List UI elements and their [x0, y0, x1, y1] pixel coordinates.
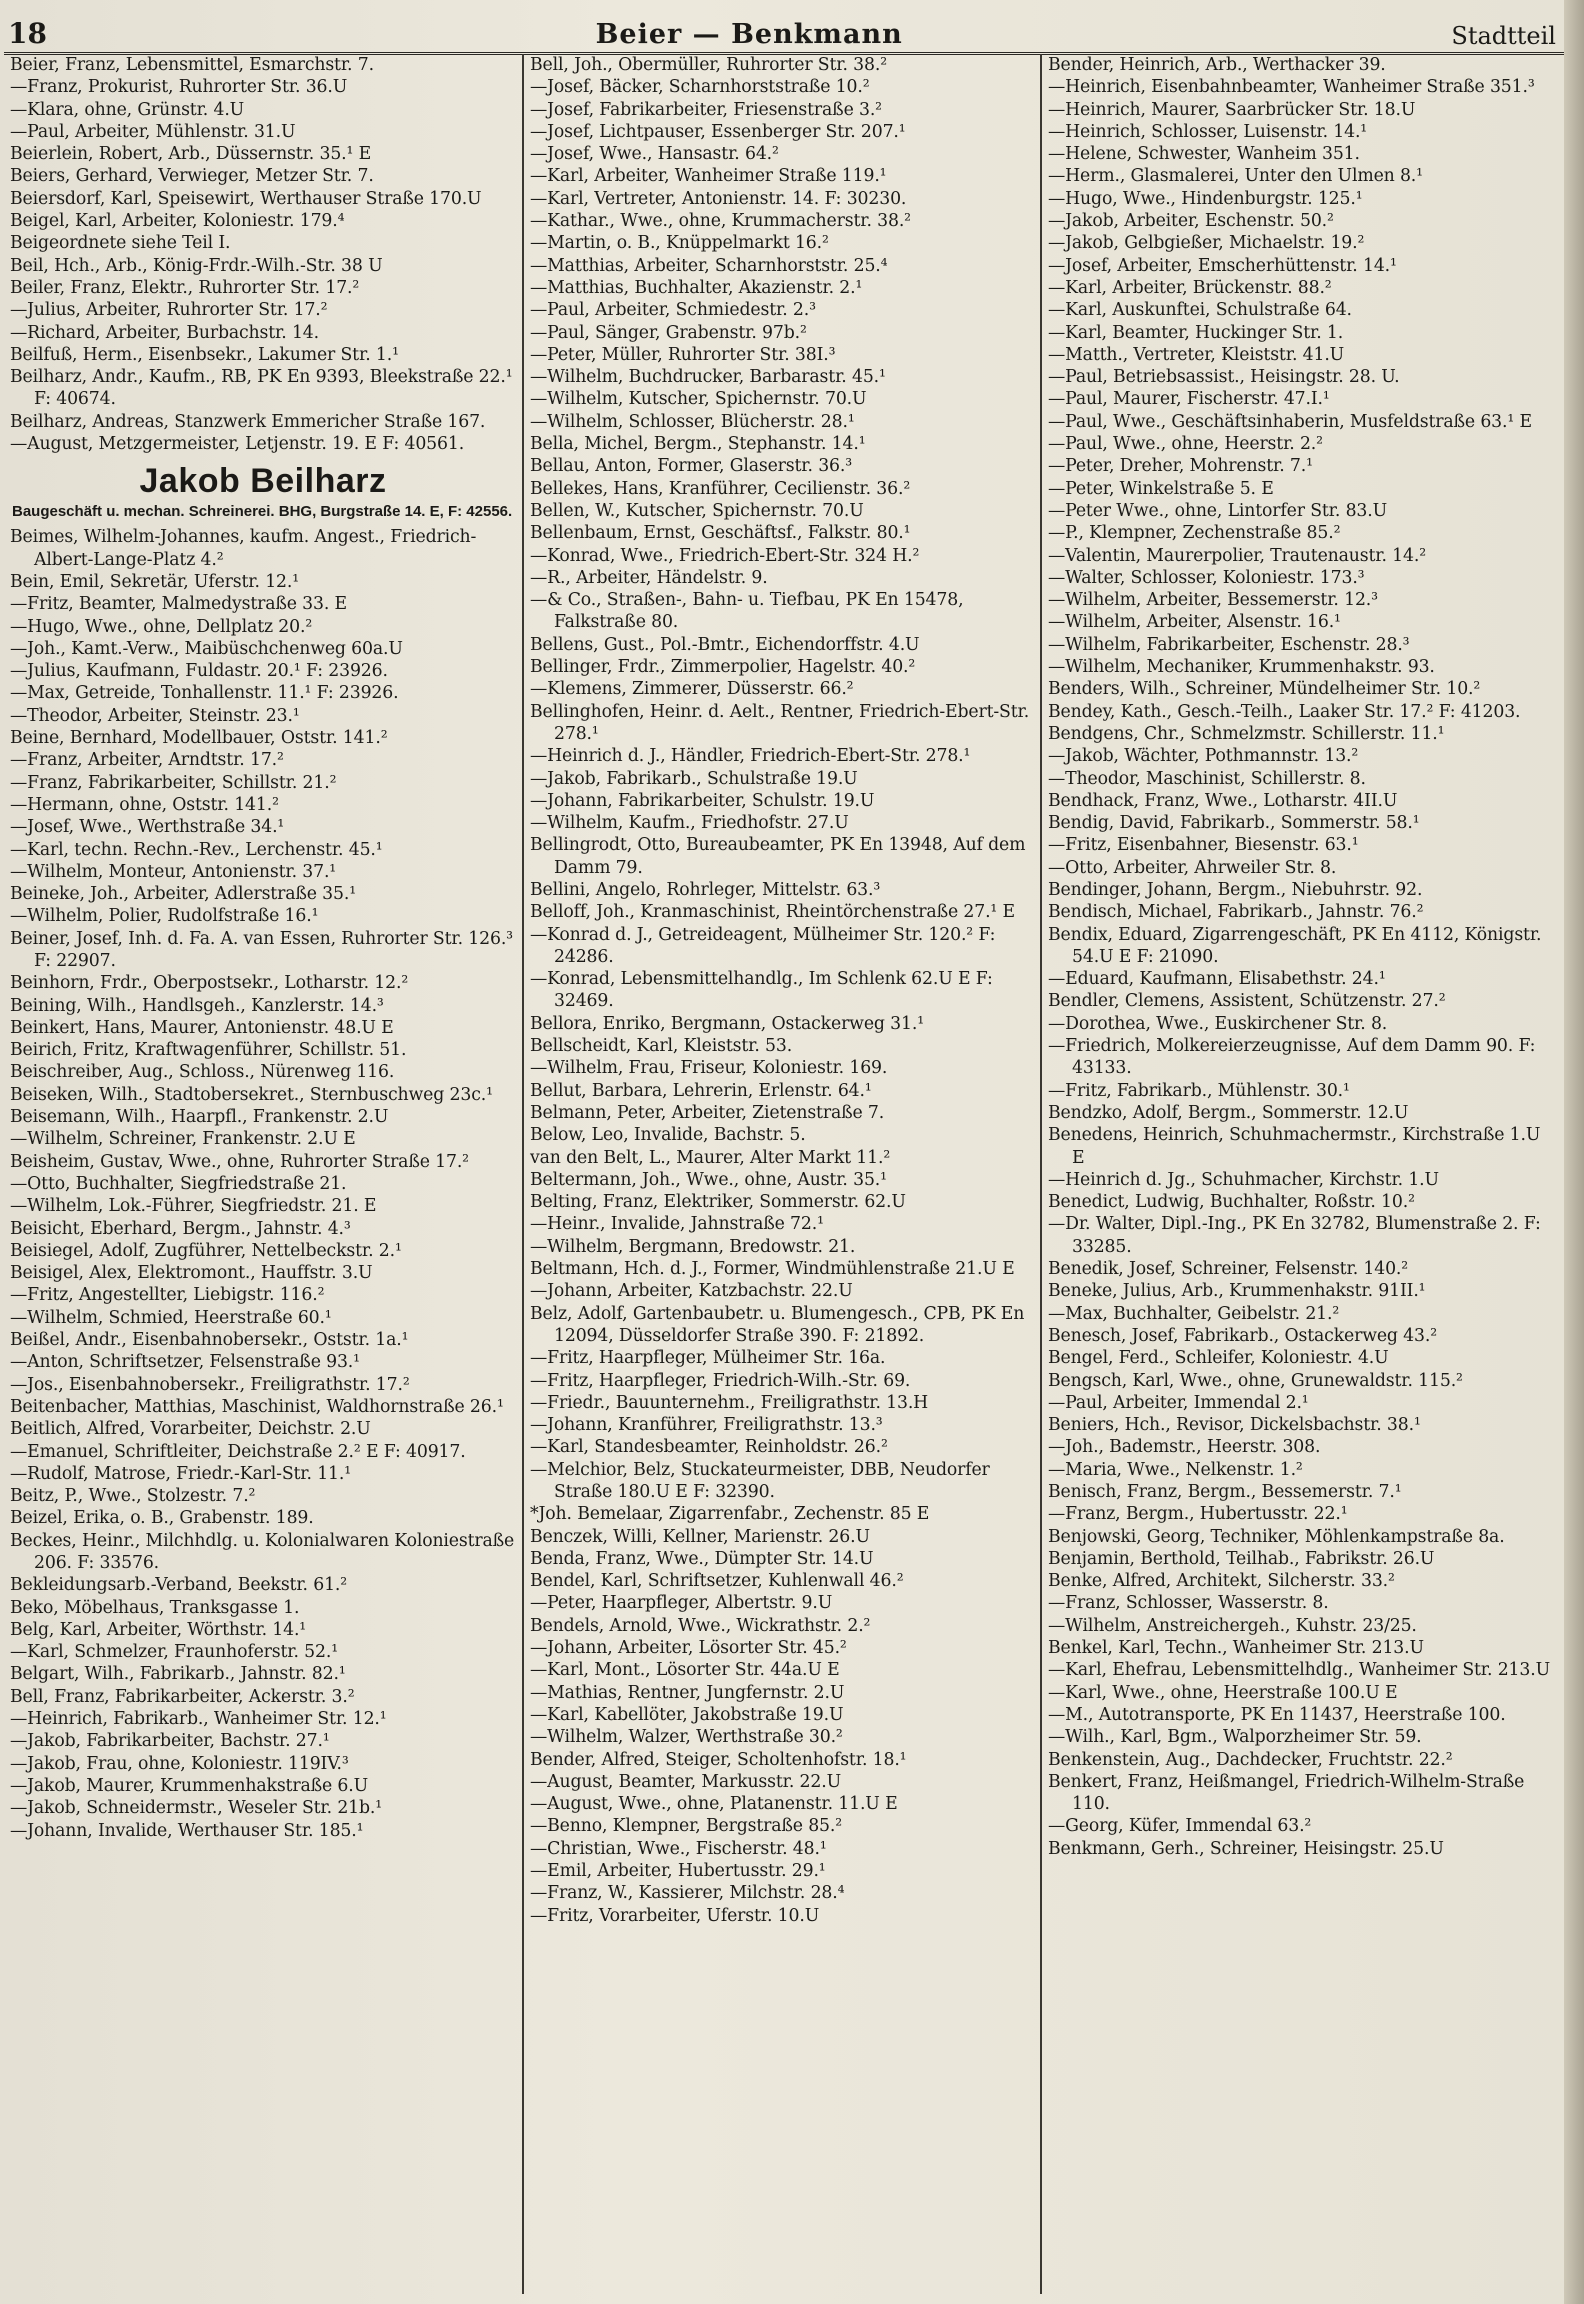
directory-entry: —Richard, Arbeiter, Burbachstr. 14. [10, 322, 319, 343]
directory-entry: —Heinrich, Eisenbahnbeamter, Wanheimer Straße 351.³ [1048, 77, 1535, 98]
directory-entry: —Wilhelm, Mechaniker, Krummenhakstr. 93. [1048, 657, 1435, 678]
directory-entry: Bendel, Karl, Schriftsetzer, Kuhlenwall 46.² [530, 1571, 904, 1592]
directory-entry: Beko, Möbelhaus, Tranksgasse 1. [10, 1597, 300, 1618]
directory-entry: Beischreiber, Aug., Schloss., Nürenweg 116. [10, 1062, 395, 1083]
directory-entry: Benda, Franz, Wwe., Dümpter Str. 14.U [530, 1548, 874, 1569]
directory-entry: —Jakob, Gelbgießer, Michaelstr. 19.² [1048, 233, 1365, 254]
directory-entry: —August, Wwe., ohne, Platanenstr. 11.U E [530, 1794, 898, 1815]
directory-columns [4, 54, 1560, 2294]
directory-entry: —Josef, Bäcker, Scharnhorststraße 10.² [530, 77, 870, 98]
directory-entry: Beier, Franz, Lebensmittel, Esmarchstr. 7. [10, 55, 374, 75]
directory-entry: Benedens, Heinrich, Schuhmachermstr., Kirchstraße 1.U E [1048, 1125, 1541, 1168]
directory-entry: Benders, Wilh., Schreiner, Mündelheimer Str. 10.² [1048, 679, 1481, 700]
directory-entry: —Karl, Vertreter, Antonienstr. 14. F: 30230. [530, 188, 907, 209]
directory-entry: —Karl, Beamter, Huckinger Str. 1. [1048, 322, 1344, 343]
directory-entry: Benke, Alfred, Architekt, Silcherstr. 33.² [1048, 1571, 1395, 1592]
directory-entry: Bell, Joh., Obermüller, Ruhrorter Str. 38.² [530, 55, 887, 75]
directory-entry: —Franz, Arbeiter, Arndtstr. 17.² [10, 750, 284, 771]
directory-entry: Beitenbacher, Matthias, Maschinist, Waldhornstraße 26.¹ [10, 1396, 504, 1417]
directory-entry: —Melchior, Belz, Stuckateurmeister, DBB, Neudorfer Straße 180.U E F: 32390. [530, 1459, 990, 1502]
directory-entry: —Karl, Wwe., ohne, Heerstraße 100.U E [1048, 1682, 1398, 1703]
directory-entry: —M., Autotransporte, PK En 11437, Heerstraße 100. [1048, 1704, 1506, 1725]
directory-entry: —Fritz, Angestellter, Liebigstr. 116.² [10, 1285, 325, 1306]
directory-entry: Beining, Wilh., Handlsgeh., Kanzlerstr. 14.³ [10, 995, 384, 1016]
directory-entry: Bendhack, Franz, Wwe., Lotharstr. 4II.U [1048, 790, 1398, 811]
directory-entry: —Josef, Arbeiter, Emscherhüttenstr. 14.¹ [1048, 255, 1397, 276]
directory-entry: —Friedrich, Molkereierzeugnisse, Auf dem Damm 90. F: 43133. [1048, 1036, 1536, 1079]
directory-entry: —Friedr., Bauunternehm., Freiligrathstr. 13.H [530, 1392, 929, 1413]
directory-entry: Benkert, Franz, Heißmangel, Friedrich-Wilhelm-Straße 110. [1048, 1771, 1525, 1815]
directory-entry: —Heinrich, Schlosser, Luisenstr. 14.¹ [1048, 121, 1368, 142]
directory-entry: —Wilhelm, Walzer, Werthstraße 30.² [530, 1727, 843, 1748]
column-3 [1040, 54, 1558, 2294]
directory-entry: Bellut, Barbara, Lehrerin, Erlenstr. 64.¹ [530, 1080, 872, 1101]
directory-entry: —Rudolf, Matrose, Friedr.-Karl-Str. 11.¹ [10, 1463, 352, 1484]
directory-entry: —Anton, Schriftsetzer, Felsenstraße 93.¹ [10, 1352, 360, 1373]
directory-entry: Beilharz, Andr., Kaufm., RB, PK En 9393, Bleekstraße 22.¹ F: 40674. [10, 367, 513, 410]
directory-entry: Beckes, Heinr., Milchhdlg. u. Kolonialwaren Koloniestraße 206. F: 33576. [10, 1530, 515, 1573]
directory-entry: —Max, Getreide, Tonhallenstr. 11.¹ F: 23926. [10, 683, 399, 704]
directory-entry: Beizel, Erika, o. B., Grabenstr. 189. [10, 1508, 314, 1529]
directory-entry: —Johann, Arbeiter, Lösorter Str. 45.² [530, 1638, 847, 1659]
directory-entry: —Wilhelm, Lok.-Führer, Siegfriedstr. 21. E [10, 1196, 377, 1217]
directory-entry: —Johann, Invalide, Werthauser Str. 185.¹ [10, 1820, 364, 1841]
directory-entry: —Paul, Arbeiter, Mühlenstr. 31.U [10, 121, 296, 142]
directory-entry: —Paul, Sänger, Grabenstr. 97b.² [530, 322, 807, 343]
directory-entry: —Karl, Kabellöter, Jakobstraße 19.U [530, 1704, 844, 1725]
directory-entry: —Franz, Prokurist, Ruhrorter Str. 36.U [10, 77, 348, 98]
directory-entry: —Matthias, Buchhalter, Akazienstr. 2.¹ [530, 277, 863, 298]
directory-entry: Benesch, Josef, Fabrikarb., Ostackerweg 43.² [1048, 1325, 1437, 1346]
page-edge [1564, 0, 1584, 2304]
directory-entry: —August, Metzgermeister, Letjenstr. 19. E F: 40561. [10, 434, 465, 455]
directory-entry: Beisigel, Alex, Elektromont., Hauffstr. 3.U [10, 1263, 373, 1284]
directory-entry: Benczek, Willi, Kellner, Marienstr. 26.U [530, 1526, 870, 1547]
directory-entry: Beiersdorf, Karl, Speisewirt, Werthauser Straße 170.U [10, 188, 482, 209]
directory-entry: Beisicht, Eberhard, Bergm., Jahnstr. 4.³ [10, 1218, 351, 1239]
advertisement-text: Baugeschäft u. mechan. Schreinerei. BHG, Burgstraße 14. E, F: 42556. [12, 503, 513, 521]
directory-entry: Bekleidungsarb.-Verband, Beekstr. 61.² [10, 1575, 348, 1596]
directory-entry: Belting, Franz, Elektriker, Sommerstr. 62.U [530, 1192, 906, 1213]
directory-entry: —Christian, Wwe., Fischerstr. 48.¹ [530, 1838, 827, 1859]
directory-entry: Beniers, Hch., Revisor, Dickelsbachstr. 38.¹ [1048, 1415, 1421, 1436]
directory-entry: Beierlein, Robert, Arb., Düssernstr. 35.¹ E [10, 144, 372, 165]
directory-entry: Bendler, Clemens, Assistent, Schützenstr. 27.² [1048, 991, 1446, 1012]
directory-entry: —Wilhelm, Schreiner, Frankenstr. 2.U E [10, 1129, 356, 1150]
directory-entry: —Wilhelm, Arbeiter, Alsenstr. 16.¹ [1048, 612, 1341, 633]
directory-entry: —Johann, Fabrikarbeiter, Schulstr. 19.U [530, 790, 875, 811]
directory-entry: —Paul, Wwe., ohne, Heerstr. 2.² [1048, 434, 1323, 455]
directory-entry: Bein, Emil, Sekretär, Uferstr. 12.¹ [10, 571, 300, 592]
directory-entry: Benedik, Josef, Schreiner, Felsenstr. 140.² [1048, 1259, 1409, 1280]
directory-entry: Bendgens, Chr., Schmelzmstr. Schillerstr. 11.¹ [1048, 723, 1445, 744]
directory-entry: Beneke, Julius, Arb., Krummenhakstr. 91II.¹ [1048, 1281, 1426, 1302]
directory-entry: Benjamin, Berthold, Teilhab., Fabrikstr. 26.U [1048, 1548, 1435, 1569]
directory-entry: Bender, Heinrich, Arb., Werthacker 39. [1048, 55, 1386, 75]
column-1 [4, 54, 522, 2294]
directory-entry: —Heinr., Invalide, Jahnstraße 72.¹ [530, 1214, 824, 1235]
directory-entry: —Emanuel, Schriftleiter, Deichstraße 2.² E F: 40917. [10, 1441, 466, 1462]
directory-entry: —Wilhelm, Buchdrucker, Barbarastr. 45.¹ [530, 367, 886, 388]
directory-entry: —Dorothea, Wwe., Euskirchener Str. 8. [1048, 1013, 1388, 1034]
directory-entry: Beinkert, Hans, Maurer, Antonienstr. 48.U E [10, 1017, 394, 1038]
directory-entry: Benedict, Ludwig, Buchhalter, Roßstr. 10.² [1048, 1192, 1415, 1213]
directory-entry: —Klara, ohne, Grünstr. 4.U [10, 99, 245, 120]
directory-entry: —Fritz, Fabrikarb., Mühlenstr. 30.¹ [1048, 1080, 1350, 1101]
directory-entry: —Peter, Winkelstraße 5. E [1048, 478, 1274, 499]
directory-entry: —Heinrich, Maurer, Saarbrücker Str. 18.U [1048, 99, 1416, 120]
directory-entry: —Jos., Eisenbahnobersekr., Freiligrathstr. 17.² [10, 1374, 410, 1395]
directory-entry: Beiler, Franz, Elektr., Ruhrorter Str. 17.² [10, 277, 360, 298]
directory-entry: —Franz, Schlosser, Wasserstr. 8. [1048, 1593, 1329, 1614]
directory-entry: —Paul, Wwe., Geschäftsinhaberin, Musfeldstraße 63.¹ E [1048, 411, 1532, 432]
directory-entry: —Franz, W., Kassierer, Milchstr. 28.⁴ [530, 1883, 845, 1904]
directory-entry: Bellora, Enriko, Bergmann, Ostackerweg 31.¹ [530, 1013, 924, 1034]
directory-entry: Benisch, Franz, Bergm., Bessemerstr. 7.¹ [1048, 1482, 1402, 1502]
directory-entry: —Jakob, Arbeiter, Eschenstr. 50.² [1048, 211, 1334, 232]
directory-entry: —Wilhelm, Arbeiter, Bessemerstr. 12.³ [1048, 590, 1378, 611]
directory-entry: Beißel, Andr., Eisenbahnobersekr., Oststr. 1a.¹ [10, 1330, 409, 1351]
directory-entry: —Hugo, Wwe., Hindenburgstr. 125.¹ [1048, 188, 1363, 209]
directory-entry: —Mathias, Rentner, Jungfernstr. 2.U [530, 1682, 845, 1703]
directory-entry: —Jakob, Schneidermstr., Weseler Str. 21b.¹ [10, 1798, 383, 1819]
directory-entry: —Wilhelm, Polier, Rudolfstraße 16.¹ [10, 906, 319, 927]
directory-entry: —Hermann, ohne, Oststr. 141.² [10, 794, 279, 815]
directory-entry: Bell, Franz, Fabrikarbeiter, Ackerstr. 3.² [10, 1686, 355, 1707]
directory-entry: Beilharz, Andreas, Stanzwerk Emmericher Straße 167. [10, 411, 486, 432]
directory-entry: Benkel, Karl, Techn., Wanheimer Str. 213.U [1048, 1638, 1424, 1659]
directory-entry: Beinhorn, Frdr., Oberpostsekr., Lotharstr. 12.² [10, 973, 409, 994]
directory-entry: Bendzko, Adolf, Bergm., Sommerstr. 12.U [1048, 1102, 1409, 1123]
directory-entry: —Helene, Schwester, Wanheim 351. [1048, 144, 1360, 165]
directory-entry: Bellingrodt, Otto, Bureaubeamter, PK En 13948, Auf dem Damm 79. [530, 835, 1026, 878]
directory-entry: Benkmann, Gerh., Schreiner, Heisingstr. 25.U [1048, 1838, 1444, 1859]
directory-entry: Bendig, David, Fabrikarb., Sommerstr. 58.¹ [1048, 813, 1420, 834]
directory-entry: —Fritz, Beamter, Malmedystraße 33. E [10, 594, 348, 615]
directory-entry: —Wilh., Karl, Bgm., Walporzheimer Str. 59. [1048, 1727, 1422, 1748]
directory-entry: Beisiegel, Adolf, Zugführer, Nettelbeckstr. 2.¹ [10, 1240, 402, 1261]
directory-entry: Beine, Bernhard, Modellbauer, Oststr. 141.² [10, 728, 388, 749]
directory-entry: Beiner, Josef, Inh. d. Fa. A. van Essen, Ruhrorter Str. 126.³ F: 22907. [10, 928, 513, 971]
directory-entry: —Johann, Kranführer, Freiligrathstr. 13.³ [530, 1415, 883, 1436]
directory-entry: —Jakob, Wächter, Pothmannstr. 13.² [1048, 746, 1359, 767]
directory-entry: —Matthias, Arbeiter, Scharnhorststr. 25.⁴ [530, 255, 888, 276]
directory-entry: *Joh. Bemelaar, Zigarrenfabr., Zechenstr. 85 E [530, 1504, 930, 1525]
directory-entry: —Otto, Arbeiter, Ahrweiler Str. 8. [1048, 857, 1337, 878]
directory-entry: —P., Klempner, Zechenstraße 85.² [1048, 523, 1341, 544]
directory-entry: Belmann, Peter, Arbeiter, Zietenstraße 7. [530, 1102, 885, 1123]
directory-entry: —Karl, Arbeiter, Wanheimer Straße 119.¹ [530, 166, 887, 187]
directory-entry: —Peter Wwe., ohne, Lintorfer Str. 83.U [1048, 500, 1388, 521]
directory-entry: —Joh., Bademstr., Heerstr. 308. [1048, 1437, 1321, 1458]
directory-entry: —Peter, Dreher, Mohrenstr. 7.¹ [1048, 456, 1313, 477]
directory-entry: Benjowski, Georg, Techniker, Möhlenkampstraße 8a. [1048, 1526, 1505, 1547]
directory-entry: —Wilhelm, Fabrikarbeiter, Eschenstr. 28.³ [1048, 634, 1410, 655]
directory-entry: Beigel, Karl, Arbeiter, Koloniestr. 179.⁴ [10, 211, 345, 232]
directory-entry: —Jakob, Frau, ohne, Koloniestr. 119IV.³ [10, 1753, 349, 1774]
directory-entry: —Josef, Wwe., Werthstraße 34.¹ [10, 817, 285, 838]
directory-entry: —Julius, Arbeiter, Ruhrorter Str. 17.² [10, 300, 328, 321]
directory-entry: —Wilhelm, Schmied, Heerstraße 60.¹ [10, 1307, 332, 1328]
directory-entry: Bendinger, Johann, Bergm., Niebuhrstr. 92. [1048, 879, 1423, 900]
page-header [4, 6, 1564, 55]
directory-entry: —Jakob, Maurer, Krummenhakstraße 6.U [10, 1775, 369, 1796]
directory-entry: —Wilhelm, Kaufm., Friedhofstr. 27.U [530, 813, 849, 834]
directory-entry: Beirich, Fritz, Kraftwagenführer, Schillstr. 51. [10, 1040, 407, 1061]
directory-entry: —Konrad d. J., Getreideagent, Mülheimer Str. 120.² F: 24286. [530, 924, 996, 967]
directory-entry: —Matth., Vertreter, Kleiststr. 41.U [1048, 344, 1345, 365]
directory-entry: —Fritz, Haarpfleger, Mülheimer Str. 16a. [530, 1348, 886, 1369]
directory-entry: Bendisch, Michael, Fabrikarb., Jahnstr. 76.² [1048, 902, 1424, 923]
directory-entry: —Jakob, Fabrikarbeiter, Bachstr. 27.¹ [10, 1731, 330, 1752]
directory-entry: Beisemann, Wilh., Haarpfl., Frankenstr. 2.U [10, 1107, 389, 1128]
directory-entry: —Hugo, Wwe., ohne, Dellplatz 20.² [10, 616, 313, 637]
directory-entry: Beilfuß, Herm., Eisenbsekr., Lakumer Str. 1.¹ [10, 344, 399, 365]
directory-entry: —Paul, Betriebsassist., Heisingstr. 28. U. [1048, 367, 1400, 388]
directory-entry: —Karl, Arbeiter, Brückenstr. 88.² [1048, 277, 1332, 298]
directory-entry: Bendels, Arnold, Wwe., Wickrathstr. 2.² [530, 1615, 871, 1636]
directory-entry: Bendix, Eduard, Zigarrengeschäft, PK En 4112, Königstr. 54.U E F: 21090. [1048, 924, 1542, 967]
directory-entry: —Karl, Schmelzer, Fraunhoferstr. 52.¹ [10, 1642, 338, 1663]
directory-entry: —Karl, Mont., Lösorter Str. 44a.U E [530, 1660, 840, 1681]
directory-entry: —Josef, Wwe., Hansastr. 64.² [530, 144, 779, 165]
directory-entry: —Klemens, Zimmerer, Düsserstr. 66.² [530, 679, 854, 700]
directory-entry: —Paul, Arbeiter, Schmiedestr. 2.³ [530, 300, 816, 321]
directory-entry: Bender, Alfred, Steiger, Scholtenhofstr. 18.¹ [530, 1749, 907, 1770]
directory-entry: Belz, Adolf, Gartenbaubetr. u. Blumengesch., CPB, PK En 12094, Düsseldorfer Straße 390. F: 21892. [530, 1303, 1025, 1346]
directory-entry: —R., Arbeiter, Händelstr. 9. [530, 567, 768, 588]
directory-entry: —Julius, Kaufmann, Fuldastr. 20.¹ F: 23926. [10, 661, 388, 682]
directory-entry: —Valentin, Maurerpolier, Trautenaustr. 14.² [1048, 545, 1426, 566]
directory-entry: Below, Leo, Invalide, Bachstr. 5. [530, 1125, 806, 1146]
directory-entry: —Joh., Kamt.-Verw., Maibüschchenweg 60a.U [10, 638, 403, 659]
directory-entry: Bellens, Gust., Pol.-Bmtr., Eichendorffstr. 4.U [530, 634, 920, 655]
directory-entry: —Benno, Klempner, Bergstraße 85.² [530, 1816, 843, 1837]
directory-entry: Belg, Karl, Arbeiter, Wörthstr. 14.¹ [10, 1619, 307, 1640]
directory-entry: —Theodor, Arbeiter, Steinstr. 23.¹ [10, 705, 300, 726]
directory-entry: —August, Beamter, Markusstr. 22.U [530, 1771, 842, 1792]
directory-entry: —Paul, Arbeiter, Immendal 2.¹ [1048, 1392, 1309, 1413]
directory-entry: —Heinrich d. Jg., Schuhmacher, Kirchstr. 1.U [1048, 1169, 1439, 1190]
directory-entry: —Johann, Arbeiter, Katzbachstr. 22.U [530, 1281, 853, 1302]
directory-entry: Bendey, Kath., Gesch.-Teilh., Laaker Str. 17.² F: 41203. [1048, 701, 1521, 722]
advertisement [10, 461, 516, 522]
directory-entry: Beineke, Joh., Arbeiter, Adlerstraße 35.¹ [10, 884, 356, 905]
directory-entry: Beisheim, Gustav, Wwe., ohne, Ruhrorter Straße 17.² [10, 1151, 469, 1172]
directory-entry: —Karl, techn. Rechn.-Rev., Lerchenstr. 45.¹ [10, 839, 383, 860]
directory-entry: Benkenstein, Aug., Dachdecker, Fruchtstr. 22.² [1048, 1749, 1453, 1770]
directory-entry: Beitz, P., Wwe., Stolzestr. 7.² [10, 1486, 256, 1507]
directory-entry: Bellen, W., Kutscher, Spichernstr. 70.U [530, 500, 864, 521]
directory-entry: Bellinghofen, Heinr. d. Aelt., Rentner, Friedrich-Ebert-Str. 278.¹ [530, 701, 1030, 744]
directory-entry: —Eduard, Kaufmann, Elisabethstr. 24.¹ [1048, 969, 1386, 990]
directory-entry: —Georg, Küfer, Immendal 63.² [1048, 1816, 1312, 1837]
directory-entry: Beitlich, Alfred, Vorarbeiter, Deichstr. 2.U [10, 1419, 371, 1440]
directory-entry: —Karl, Standesbeamter, Reinholdstr. 26.² [530, 1437, 888, 1458]
directory-entry: —Fritz, Vorarbeiter, Uferstr. 10.U [530, 1905, 820, 1926]
directory-entry: Bellinger, Frdr., Zimmerpolier, Hagelstr. 40.² [530, 657, 916, 678]
directory-entry: Bella, Michel, Bergm., Stephanstr. 14.¹ [530, 434, 866, 455]
directory-entry: —Franz, Fabrikarbeiter, Schillstr. 21.² [10, 772, 337, 793]
directory-entry: —Maria, Wwe., Nelkenstr. 1.² [1048, 1459, 1303, 1480]
directory-entry: —Konrad, Wwe., Friedrich-Ebert-Str. 324 H.² [530, 545, 920, 566]
directory-entry: —Dr. Walter, Dipl.-Ing., PK En 32782, Blumenstraße 2. F: 33285. [1048, 1214, 1541, 1257]
directory-entry: —Wilhelm, Schlosser, Blücherstr. 28.¹ [530, 411, 855, 432]
directory-entry: Beigeordnete siehe Teil I. [10, 233, 231, 254]
directory-entry: —Peter, Müller, Ruhrorter Str. 38I.³ [530, 344, 836, 365]
directory-entry: Beil, Hch., Arb., König-Frdr.-Wilh.-Str. 38 U [10, 255, 383, 276]
directory-entry: Bellau, Anton, Former, Glaserstr. 36.³ [530, 456, 853, 477]
directory-entry: —Heinrich, Fabrikarb., Wanheimer Str. 12.¹ [10, 1709, 387, 1730]
directory-entry: —Wilhelm, Frau, Friseur, Koloniestr. 169. [530, 1058, 888, 1079]
directory-entry: —Karl, Auskunftei, Schulstraße 64. [1048, 300, 1352, 321]
column-2 [522, 54, 1040, 2294]
directory-entry: Beiers, Gerhard, Verwieger, Metzer Str. 7. [10, 166, 374, 187]
directory-entry: —Max, Buchhalter, Geibelstr. 21.² [1048, 1303, 1340, 1324]
directory-entry: Beimes, Wilhelm-Johannes, kaufm. Angest., Friedrich-Albert-Lange-Platz 4.² [10, 527, 477, 570]
directory-entry: —Konrad, Lebensmittelhandlg., Im Schlenk 62.U E F: 32469. [530, 969, 993, 1012]
directory-entry: —Fritz, Haarpfleger, Friedrich-Wilh.-Str. 69. [530, 1370, 911, 1391]
name-range: Beier — Benkmann [595, 19, 903, 50]
directory-entry: —Wilhelm, Anstreichergeh., Kuhstr. 23/25. [1048, 1615, 1417, 1636]
directory-entry: —Josef, Lichtpauser, Essenberger Str. 207.¹ [530, 121, 906, 142]
directory-entry: Belgart, Wilh., Fabrikarb., Jahnstr. 82.¹ [10, 1664, 346, 1685]
page-number: 18 [8, 17, 47, 50]
directory-entry: —Walter, Schlosser, Koloniestr. 173.³ [1048, 567, 1365, 588]
directory-entry: —Peter, Haarpfleger, Albertstr. 9.U [530, 1593, 833, 1614]
directory-entry: —Karl, Ehefrau, Lebensmittelhdlg., Wanheimer Str. 213.U [1048, 1660, 1550, 1681]
directory-entry: Bengel, Ferd., Schleifer, Koloniestr. 4.U [1048, 1348, 1389, 1369]
directory-entry: —Wilhelm, Monteur, Antonienstr. 37.¹ [10, 861, 337, 882]
directory-entry: —Fritz, Eisenbahner, Biesenstr. 63.¹ [1048, 835, 1359, 856]
advertisement-title: Jakob Beilharz [139, 462, 387, 501]
directory-entry: —Kathar., Wwe., ohne, Krummacherstr. 38.² [530, 211, 911, 232]
directory-entry: Beiseken, Wilh., Stadtobersekret., Sternbuschweg 23c.¹ [10, 1084, 493, 1105]
directory-entry: Belloff, Joh., Kranmaschinist, Rheintörchenstraße 27.¹ E [530, 902, 1016, 923]
directory-entry: —Theodor, Maschinist, Schillerstr. 8. [1048, 768, 1366, 789]
directory-entry: van den Belt, L., Maurer, Alter Markt 11.² [530, 1147, 891, 1168]
directory-entry: Bellenbaum, Ernst, Geschäftsf., Falkstr. 80.¹ [530, 523, 911, 544]
section-label: Stadtteil [1451, 22, 1556, 50]
directory-entry: Bellekes, Hans, Kranführer, Cecilienstr. 36.² [530, 478, 911, 499]
directory-entry: Beltmann, Hch. d. J., Former, Windmühlenstraße 21.U E [530, 1259, 1015, 1280]
directory-entry: Bengsch, Karl, Wwe., ohne, Grunewaldstr. 115.² [1048, 1370, 1463, 1391]
directory-entry: —Paul, Maurer, Fischerstr. 47.I.¹ [1048, 389, 1330, 410]
directory-entry: —Otto, Buchhalter, Siegfriedstraße 21. [10, 1173, 347, 1194]
directory-entry: —Emil, Arbeiter, Hubertusstr. 29.¹ [530, 1861, 826, 1882]
directory-entry: —Franz, Bergm., Hubertusstr. 22.¹ [1048, 1504, 1348, 1525]
directory-entry: —Wilhelm, Kutscher, Spichernstr. 70.U [530, 389, 867, 410]
directory-entry: —Jakob, Fabrikarb., Schulstraße 19.U [530, 768, 858, 789]
directory-entry: —Josef, Fabrikarbeiter, Friesenstraße 3.² [530, 99, 882, 120]
directory-entry: —Martin, o. B., Knüppelmarkt 16.² [530, 233, 829, 254]
directory-entry: —Herm., Glasmalerei, Unter den Ulmen 8.¹ [1048, 166, 1423, 187]
directory-entry: —Heinrich d. J., Händler, Friedrich-Ebert-Str. 278.¹ [530, 746, 971, 767]
directory-entry: Beltermann, Joh., Wwe., ohne, Austr. 35.¹ [530, 1169, 887, 1190]
directory-entry: Bellini, Angelo, Rohrleger, Mittelstr. 63.³ [530, 879, 881, 900]
directory-entry: —& Co., Straßen-, Bahn- u. Tiefbau, PK En 15478, Falkstraße 80. [530, 590, 964, 633]
directory-entry: —Wilhelm, Bergmann, Bredowstr. 21. [530, 1236, 856, 1257]
directory-entry: Bellscheidt, Karl, Kleiststr. 53. [530, 1036, 793, 1057]
